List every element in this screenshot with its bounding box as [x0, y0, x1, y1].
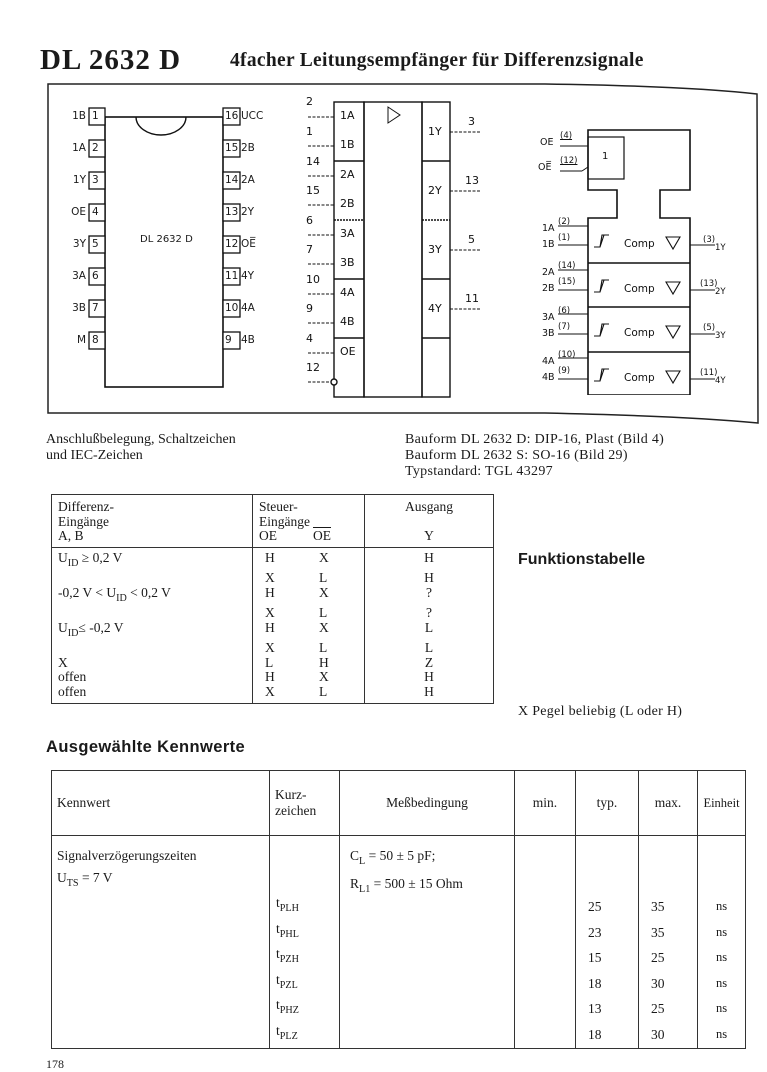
pin-name: 1B — [72, 110, 86, 122]
oe-bar-value: X — [319, 669, 329, 684]
table-row — [52, 586, 494, 607]
package-info — [405, 432, 664, 480]
mess-sub: L1 — [359, 884, 371, 895]
iec-input: 1A — [542, 223, 555, 234]
header-messbedingung: Meßbedingung — [340, 771, 515, 836]
cond-cell: offen — [52, 685, 253, 704]
package-line: Bauform DL 2632 S: SO-16 (Bild 29) — [405, 448, 628, 463]
pin-num: 15 — [225, 142, 239, 154]
schematic-input-label: 4A — [340, 286, 355, 299]
table-row — [52, 641, 494, 656]
kennwert-cell — [52, 836, 270, 1049]
mess-text: = 50 ± 5 pF; — [365, 848, 436, 863]
header-oe-cols — [259, 529, 358, 544]
oe-bar-value: X — [319, 584, 329, 600]
iec-input: 2B — [542, 283, 555, 294]
schematic-pin: 12 — [306, 361, 320, 374]
cond-cell — [52, 547, 253, 571]
pin-name: 3A — [72, 270, 86, 282]
oe-value: L — [265, 654, 274, 670]
oe-bar-value: X — [319, 549, 329, 565]
einheit-cell — [698, 836, 746, 1049]
header-output — [365, 495, 494, 548]
schematic-pin: 11 — [465, 292, 479, 305]
pin-num: 16 — [225, 110, 239, 122]
cond-cell: offen — [52, 670, 253, 685]
pin-name: 3B — [72, 302, 86, 314]
min-value — [516, 894, 574, 920]
pin-name: OE̅ — [241, 238, 256, 250]
iec-input: 3B — [542, 328, 555, 339]
typ-value: 18 — [588, 1026, 602, 1042]
header-min: min. — [515, 771, 576, 836]
sym: t — [276, 997, 280, 1012]
y-value: Z — [365, 656, 494, 671]
cond-text: U — [57, 870, 67, 885]
diagram-caption — [46, 432, 236, 464]
iec-output: 1Y — [715, 243, 726, 253]
schematic-pin: 1 — [306, 125, 313, 138]
iec-input: 4A — [542, 356, 555, 367]
iec-pin: (9) — [558, 366, 571, 376]
header-line: Kurz- — [275, 787, 307, 802]
package-line: Bauform DL 2632 D: DIP-16, Plast (Bild 4) — [405, 432, 665, 447]
part-description: 4facher Leitungsempfänger für Differenzsignale — [230, 50, 644, 71]
oe-value: H — [265, 549, 275, 565]
pin-name: 1A — [72, 142, 86, 154]
iec-pin: (7) — [558, 322, 571, 332]
schematic-input-label: 2A — [340, 168, 355, 181]
cond-sub: ID — [67, 557, 79, 569]
iec-pin: (6) — [558, 306, 571, 316]
iec-pin: (2) — [558, 217, 571, 227]
max-value: 25 — [651, 950, 665, 965]
pin-num: 5 — [92, 238, 99, 250]
caption-line: und IEC-Zeichen — [46, 448, 143, 463]
header-oe-bar: $\overline{OE}$ — [313, 528, 331, 543]
table-row — [52, 606, 494, 621]
cond-text: ≥ 0,2 V — [78, 549, 123, 565]
cond-text: U — [58, 619, 68, 635]
function-table-note: X Pegel beliebig (L oder H) — [518, 704, 683, 719]
oe-bar-value: L — [319, 605, 328, 620]
iec-pin: (13) — [700, 279, 718, 289]
group-name: Signalverzögerungszeiten — [57, 848, 197, 863]
sym: t — [276, 895, 280, 910]
header-einheit: Einheit — [698, 771, 746, 836]
schematic-pin: 9 — [306, 302, 313, 315]
unit-value: ns — [715, 899, 728, 913]
unit-value: ns — [715, 924, 728, 939]
header-control-inputs — [253, 495, 365, 548]
pin-num: 12 — [225, 238, 239, 250]
y-value: L — [365, 641, 494, 656]
cond-cell — [52, 606, 253, 621]
oe-bar-value: X — [319, 619, 329, 635]
header-line: Y — [424, 527, 434, 543]
schematic-pin: 13 — [465, 174, 479, 187]
schematic-output-label: 2Y — [428, 184, 442, 197]
cond-sub: TS — [66, 878, 79, 889]
oe-value: X — [265, 640, 275, 655]
pin-num: 8 — [92, 334, 99, 346]
min-cell — [515, 836, 576, 1049]
pin-name: 3Y — [72, 238, 86, 250]
sym-sub: PLH — [279, 903, 299, 914]
header-kurzzeichen — [270, 771, 340, 836]
table-row — [52, 685, 494, 704]
pin-num: 4 — [92, 206, 99, 218]
pin-num: 7 — [92, 302, 99, 314]
iec-input: 4B — [542, 372, 555, 383]
oe-value: H — [265, 584, 275, 600]
oe-value: X — [265, 605, 275, 620]
oe-value: X — [265, 683, 275, 699]
cond-text: -0,2 V < U — [58, 584, 117, 600]
schematic-output-label: 4Y — [428, 302, 442, 315]
pin-num: 11 — [225, 270, 239, 282]
header-line: Eingänge — [58, 513, 109, 529]
pin-name: M — [76, 334, 86, 346]
symbol — [276, 967, 333, 993]
unit-value: ns — [715, 950, 728, 964]
type-standard: Typstandard: TGL 43297 — [405, 464, 553, 479]
pin-name: 1Y — [72, 174, 86, 186]
schematic-pin: 4 — [306, 332, 313, 345]
iec-control-pin: (4) — [560, 131, 573, 141]
iec-pin: (15) — [558, 277, 576, 287]
schematic-input-label: 3B — [340, 256, 355, 269]
cond-cell — [52, 621, 253, 642]
sym-sub: PHZ — [279, 1005, 299, 1016]
cond-cell: X — [52, 656, 253, 671]
max-value: 30 — [651, 975, 665, 991]
sym: t — [276, 971, 280, 987]
y-value: H — [365, 670, 494, 685]
table-row — [52, 621, 494, 642]
y-value: ? — [365, 606, 494, 621]
header-line: Ausgang — [405, 499, 453, 514]
sym-sub: PLZ — [279, 1030, 298, 1042]
schematic-pin: 2 — [306, 95, 313, 108]
oe-bar-value: L — [319, 683, 328, 699]
oe-value: H — [265, 619, 275, 635]
iec-control-box-label: 1 — [602, 151, 609, 162]
pin-num: 3 — [92, 174, 99, 186]
cond-text: U — [58, 549, 68, 565]
schematic-pin: 7 — [306, 243, 313, 256]
mess-text: R — [350, 876, 360, 891]
ctrl-cell — [253, 606, 365, 621]
kurzzeichen-cell — [270, 836, 340, 1049]
oe-value: H — [265, 669, 275, 684]
header-typ: typ. — [576, 771, 639, 836]
iec-comp-label: Comp — [624, 372, 655, 384]
mess-text: = 500 ± 15 Ohm — [370, 876, 463, 891]
cond-sub: ID — [116, 592, 127, 604]
y-value: H — [365, 547, 494, 571]
cond-text: = 7 V — [78, 870, 113, 885]
schematic-input-label: 1B — [340, 138, 355, 151]
pin-name: 4A — [241, 302, 255, 314]
pin-num: 2 — [92, 142, 99, 154]
cond-cell — [52, 586, 253, 607]
symbol — [276, 1018, 333, 1044]
header-line: Eingänge — [259, 513, 310, 529]
schematic-pin: 15 — [306, 184, 320, 197]
typ-value: 25 — [588, 899, 602, 914]
iec-comp-label: Comp — [624, 283, 655, 295]
oe-bar-value: L — [319, 570, 328, 585]
typ-value: 15 — [588, 950, 602, 965]
cond-text: ≤ -0,2 V — [78, 619, 124, 635]
pin-name: 4B — [241, 334, 255, 346]
table-header-row — [52, 771, 746, 836]
ctrl-cell — [253, 670, 365, 685]
logic-schematic-symbol — [300, 95, 500, 405]
header-max: max. — [639, 771, 698, 836]
y-value: H — [365, 685, 494, 704]
messbedingung-cell — [340, 836, 515, 1049]
dip-chip-label: DL 2632 D — [140, 234, 193, 245]
mess-text: C — [350, 848, 360, 863]
iec-pin: (3) — [703, 235, 716, 245]
schematic-input-label: 3A — [340, 227, 355, 240]
pin-num: 14 — [225, 174, 239, 186]
iec-comp-label: Comp — [624, 327, 655, 339]
iec-pin: (10) — [558, 350, 576, 360]
pin-num: 13 — [225, 206, 239, 218]
mess-sub: L — [359, 856, 366, 867]
caption-line: Anschlußbelegung, Schaltzeichen — [46, 432, 236, 447]
ctrl-cell — [253, 641, 365, 656]
ctrl-cell — [253, 547, 365, 571]
typ-value: 13 — [588, 1001, 602, 1016]
cond-cell — [52, 641, 253, 656]
pin-num: 10 — [225, 302, 239, 314]
typ-value: 23 — [588, 924, 602, 940]
ctrl-cell — [253, 656, 365, 671]
symbol — [276, 916, 333, 942]
ctrl-cell — [253, 685, 365, 704]
max-value: 35 — [651, 924, 665, 940]
table-row — [52, 836, 746, 1049]
page-number: 178 — [46, 1057, 64, 1071]
header-oe: OE — [259, 528, 277, 543]
iec-control-pin: (12) — [560, 156, 578, 166]
header-diff-inputs — [52, 495, 253, 548]
header-line: zeichen — [275, 803, 317, 818]
sym-sub: PZH — [279, 954, 299, 965]
schematic-pin: 6 — [306, 214, 313, 227]
header-line: A, B — [58, 528, 84, 543]
oe-value: X — [265, 570, 275, 585]
schematic-pin: 14 — [306, 155, 320, 168]
iec-pin: (1) — [558, 233, 571, 243]
schematic-output-label: 3Y — [428, 243, 442, 256]
pin-name: OE — [71, 206, 86, 218]
schematic-input-label: OE — [340, 345, 356, 358]
pin-name: 2A — [241, 174, 255, 186]
iec-comp-label: Comp — [624, 238, 655, 250]
pin-num: 6 — [92, 270, 99, 282]
symbol — [276, 890, 333, 916]
header-kennwert: Kennwert — [52, 771, 270, 836]
sym-sub: PHL — [279, 928, 299, 940]
table-row — [52, 571, 494, 586]
oe-bar-value: H — [319, 654, 329, 670]
unit-value: ns — [715, 1026, 728, 1041]
schematic-input-label: 2B — [340, 197, 355, 210]
unit-value: ns — [715, 975, 728, 990]
table-row — [52, 547, 494, 571]
iec-output: 3Y — [715, 331, 726, 341]
iec-pin: (11) — [700, 368, 718, 378]
unit-value: ns — [715, 1001, 728, 1015]
schematic-input-label: 4B — [340, 315, 355, 328]
ctrl-cell — [253, 571, 365, 586]
schematic-input-label: 1A — [340, 109, 355, 122]
pin-name: UCC — [241, 110, 264, 122]
max-value: 25 — [651, 1001, 665, 1016]
iec-input: 1B — [542, 239, 555, 250]
part-number-title: DL 2632 D — [40, 44, 182, 76]
pin-num: 1 — [92, 110, 99, 122]
y-value: L — [365, 621, 494, 642]
typ-value: 18 — [588, 975, 602, 991]
iec-output: 2Y — [715, 287, 726, 297]
cond-sub: ID — [67, 627, 79, 639]
cond-text: < 0,2 V — [126, 584, 171, 600]
pin-name: 4Y — [241, 270, 255, 282]
schematic-output-label: 1Y — [428, 125, 442, 138]
iec-control-label: OE̅ — [538, 162, 552, 173]
header-line: Differenz- — [58, 499, 114, 514]
table-row — [52, 656, 494, 671]
typ-cell — [576, 836, 639, 1049]
y-value: H — [365, 571, 494, 586]
iec-input: 2A — [542, 267, 555, 278]
function-table — [51, 494, 494, 704]
schematic-pin: 10 — [306, 273, 320, 286]
pin-name: 2B — [241, 142, 255, 154]
y-value: ? — [365, 586, 494, 607]
iec-pin: (5) — [703, 323, 716, 333]
schematic-pin: 3 — [468, 115, 475, 128]
pin-num: 9 — [225, 334, 232, 346]
iec-input: 3A — [542, 312, 555, 323]
max-cell — [639, 836, 698, 1049]
ctrl-cell — [253, 586, 365, 607]
cond-cell — [52, 571, 253, 586]
symbol — [276, 941, 333, 967]
schematic-pin: 5 — [468, 233, 475, 246]
header-line: Steuer- — [259, 499, 298, 514]
ctrl-cell — [253, 621, 365, 642]
iec-control-label: OE — [540, 137, 554, 148]
max-value: 30 — [651, 1026, 665, 1042]
sym: t — [276, 1022, 280, 1038]
pin-name: 2Y — [241, 206, 255, 218]
table-row — [52, 670, 494, 685]
kennwerte-title: Ausgewählte Kennwerte — [46, 738, 246, 756]
max-value: 35 — [651, 899, 665, 914]
oe-bar-value: L — [319, 640, 328, 655]
kennwerte-table — [51, 770, 746, 1049]
sym: t — [276, 946, 280, 961]
sym-sub: PZL — [279, 979, 298, 991]
sym: t — [276, 920, 280, 936]
iec-pin: (14) — [558, 261, 576, 271]
function-table-title: Funktionstabelle — [518, 551, 646, 568]
iec-output: 4Y — [715, 376, 726, 386]
symbol — [276, 992, 333, 1018]
